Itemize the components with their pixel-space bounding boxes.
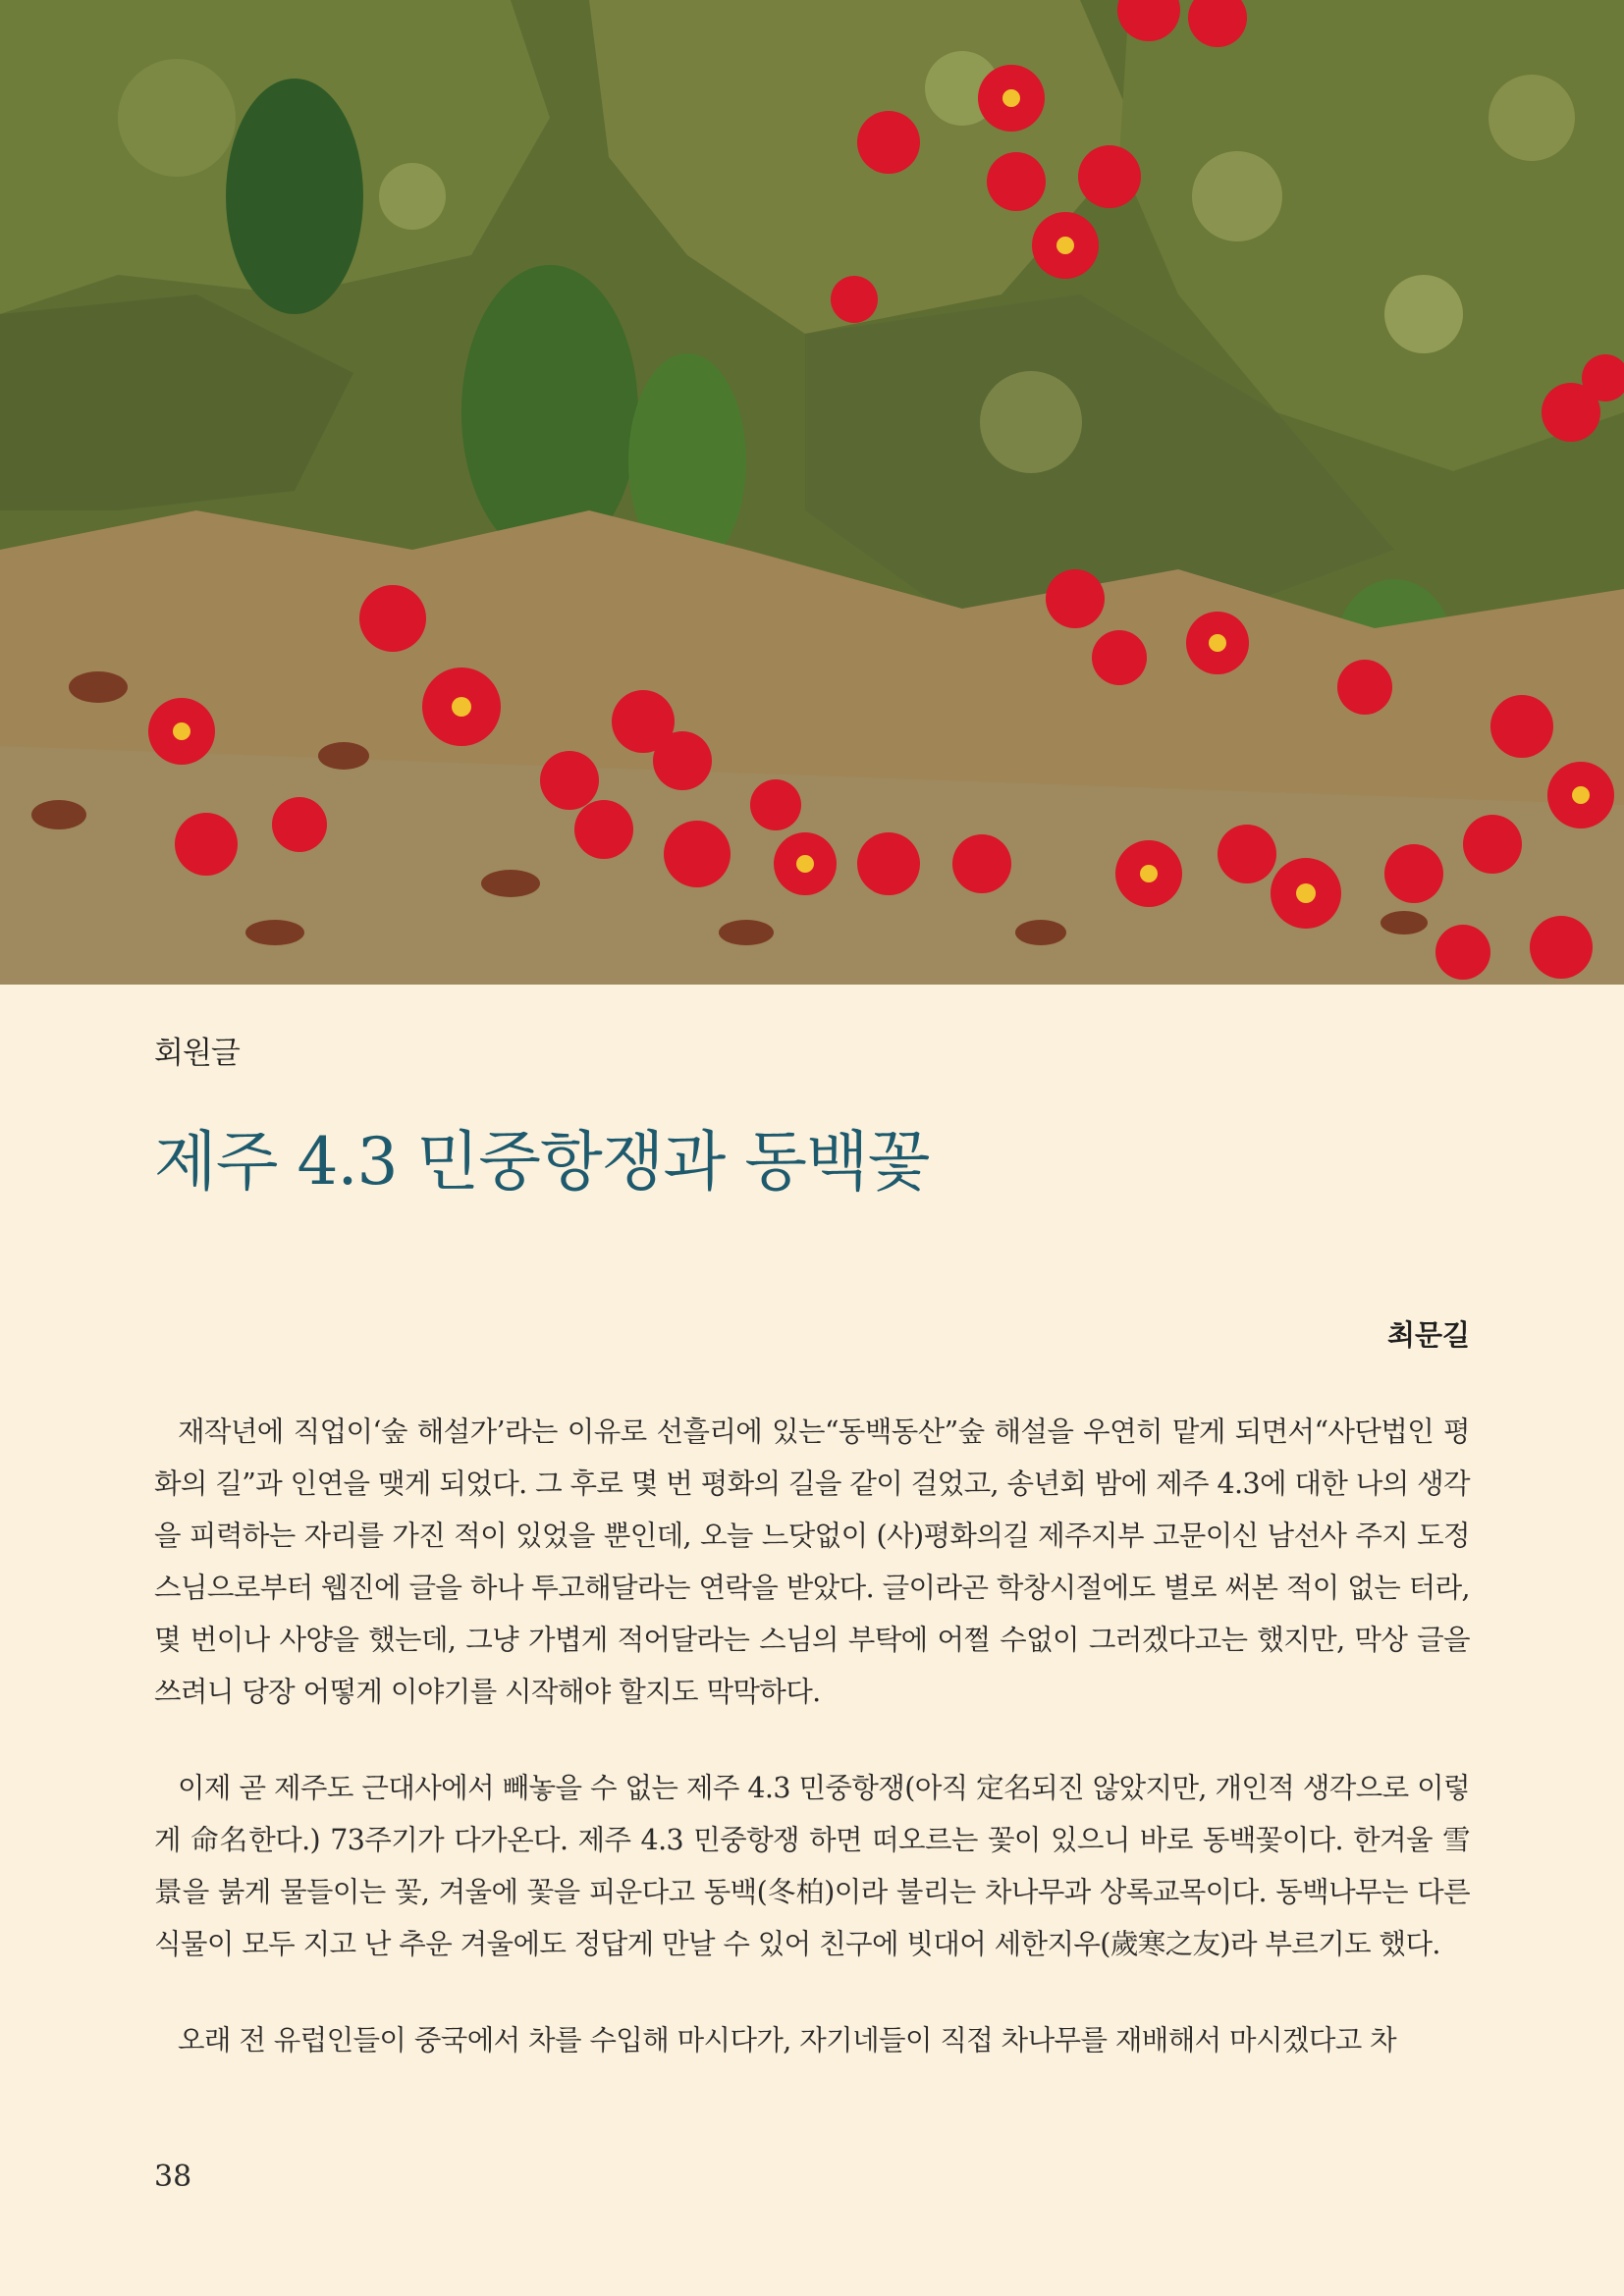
category-label: 회원글 [154, 1036, 240, 1071]
hero-photo [0, 0, 1624, 985]
article-title: 제주 4.3 민중항쟁과 동백꽃 [154, 1124, 930, 1200]
author-name: 최문길 [1386, 1318, 1470, 1352]
paragraph-1: 재작년에 직업이‘숲 해설가’라는 이유로 선흘리에 있는“동백동산”숲 해설을 우연히 맡게 되면서“사단법인 평화의 길”과 인연을 맺게 되었다. 그 후로 몇 번 평화의 길을 같이 걸었고, 송년회 밤에 제주 4.3에 대한 나의 생각을 피력하는 자리를 가진 적이 있었을 뿐인데, 오늘 느닷없이 (사)평화의길 제주지부 고문이신 남선사 주지 도정스님으로부터 웹진에 글을 하나 투고해달라는 연락을 받았다. 글이라곤 학창시절에도 별로 써본 적이 없는 터라, 몇 번이나 사양을 했는데, 그냥 가볍게 적어달라는 스님의 부탁에 어쩔 수없이 그러겠다고는 했지만, 막상 글을 쓰려니 당장 어떻게 이야기를 시작해야 할지도 막막하다. [154, 1415, 1470, 1708]
paragraph-3: 오래 전 유럽인들이 중국에서 차를 수입해 마시다가, 자기네들이 직접 차나무를 재배해서 마시겠다고 차 [178, 2024, 1397, 2056]
article-body [154, 1406, 1470, 2110]
camellia-photo-icon [0, 0, 1624, 985]
paragraph-2: 이제 곧 제주도 근대사에서 빼놓을 수 없는 제주 4.3 민중항쟁(아직 定名되진 않았지만, 개인적 생각으로 이렇게 命名한다.) 73주기가 다가온다. 제주 4.3 민중항쟁 하면 떠오르는 꽃이 있으니 바로 동백꽃이다. 한겨울 雪景을 붉게 물들이는 꽃, 겨울에 꽃을 피운다고 동백(冬柏)이라 불리는 차나무과 상록교목이다. 동백나무는 다른 식물이 모두 지고 난 추운 겨울에도 정답게 만날 수 있어 친구에 빗대어 세한지우(歲寒之友)라 부르기도 했다. [154, 1772, 1470, 1960]
page-number: 38 [154, 2160, 192, 2194]
